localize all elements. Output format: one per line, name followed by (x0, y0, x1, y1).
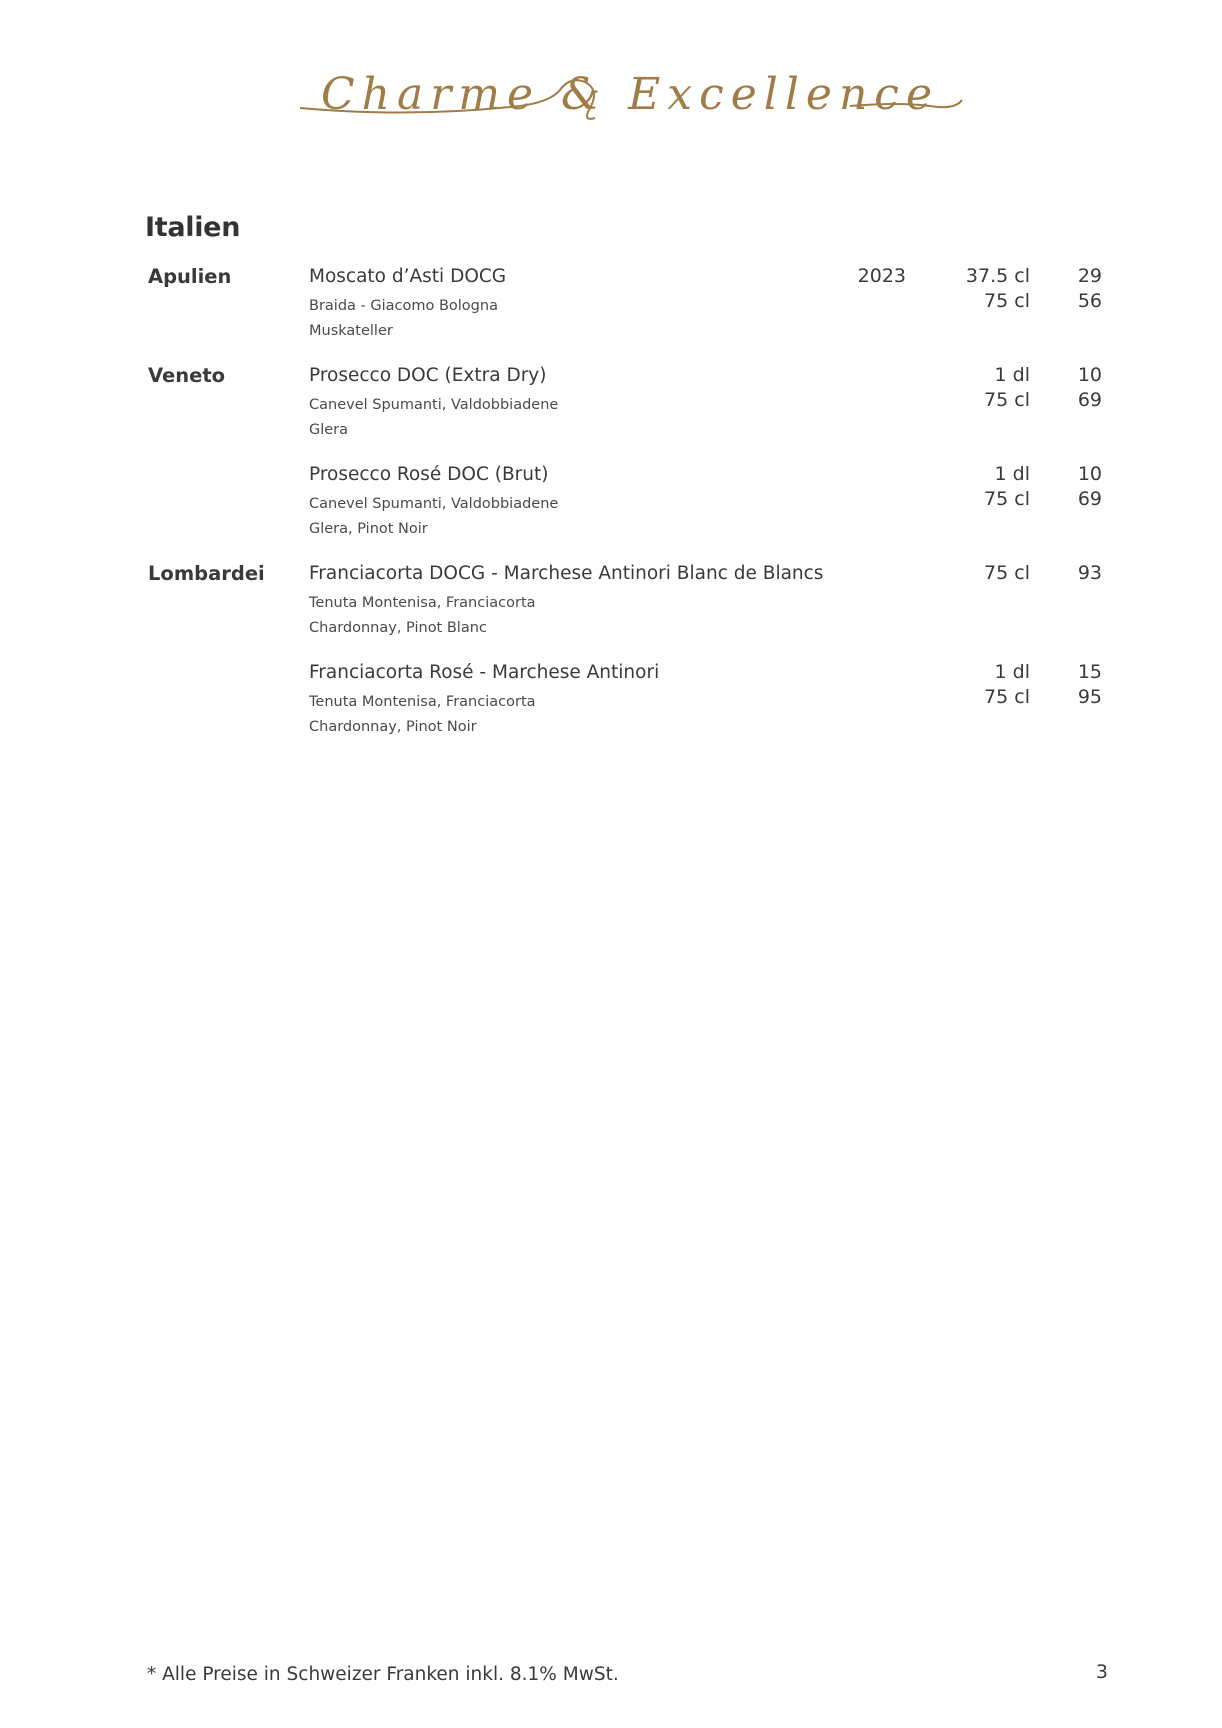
wine-name: Prosecco Rosé DOC (Brut) (309, 464, 549, 485)
brand-logo (290, 60, 970, 130)
price: 29 (1077, 265, 1102, 287)
bottle-size: 75 cl (984, 562, 1030, 584)
price: 69 (1077, 389, 1102, 411)
wine-name: Franciacorta DOCG - Marchese Antinori Blanc de Blancs (309, 563, 824, 584)
region-label: Apulien (148, 265, 232, 288)
wine-entry (0, 463, 1222, 553)
wine-producer: Tenuta Montenisa, Franciacorta (309, 595, 536, 611)
price: 56 (1077, 290, 1102, 312)
bottle-size: 37.5 cl (965, 265, 1030, 287)
section-title: Italien (145, 212, 241, 243)
bottle-size: 75 cl (984, 290, 1030, 312)
wine-entry (0, 265, 1222, 355)
wine-entry (0, 562, 1222, 652)
wine-grapes: Chardonnay, Pinot Noir (309, 719, 477, 735)
wine-grapes: Muskateller (309, 323, 393, 339)
wine-name: Moscato d’Asti DOCG (309, 266, 507, 287)
price: 69 (1077, 488, 1102, 510)
bottle-size: 75 cl (984, 389, 1030, 411)
wine-grapes: Glera, Pinot Noir (309, 521, 428, 537)
price: 95 (1077, 686, 1102, 708)
price: 93 (1077, 562, 1102, 584)
wine-producer: Tenuta Montenisa, Franciacorta (309, 694, 536, 710)
bottle-size: 1 dl (994, 661, 1030, 683)
price-footnote: * Alle Preise in Schweizer Franken inkl. 8.1% MwSt. (147, 1664, 619, 1685)
region-label: Veneto (148, 364, 226, 387)
bottle-size: 1 dl (994, 463, 1030, 485)
wine-grapes: Glera (309, 422, 349, 438)
price: 15 (1077, 661, 1102, 683)
wine-vintage: 2023 (857, 265, 906, 287)
bottle-size: 75 cl (984, 488, 1030, 510)
wine-producer: Canevel Spumanti, Valdobbiadene (309, 496, 559, 512)
price: 10 (1077, 463, 1102, 485)
bottle-size: 1 dl (994, 364, 1030, 386)
wine-grapes: Chardonnay, Pinot Blanc (309, 620, 487, 636)
wine-name: Franciacorta Rosé - Marchese Antinori (309, 662, 660, 683)
wine-entry (0, 661, 1222, 751)
logo-wordmark: Charme & Excellence (321, 69, 939, 120)
page-number: 3 (1095, 1661, 1108, 1683)
price: 10 (1077, 364, 1102, 386)
wine-entry (0, 364, 1222, 454)
region-label: Lombardei (148, 562, 265, 585)
bottle-size: 75 cl (984, 686, 1030, 708)
wine-name: Prosecco DOC (Extra Dry) (309, 365, 547, 386)
wine-producer: Canevel Spumanti, Valdobbiadene (309, 397, 559, 413)
wine-producer: Braida - Giacomo Bologna (309, 298, 498, 314)
